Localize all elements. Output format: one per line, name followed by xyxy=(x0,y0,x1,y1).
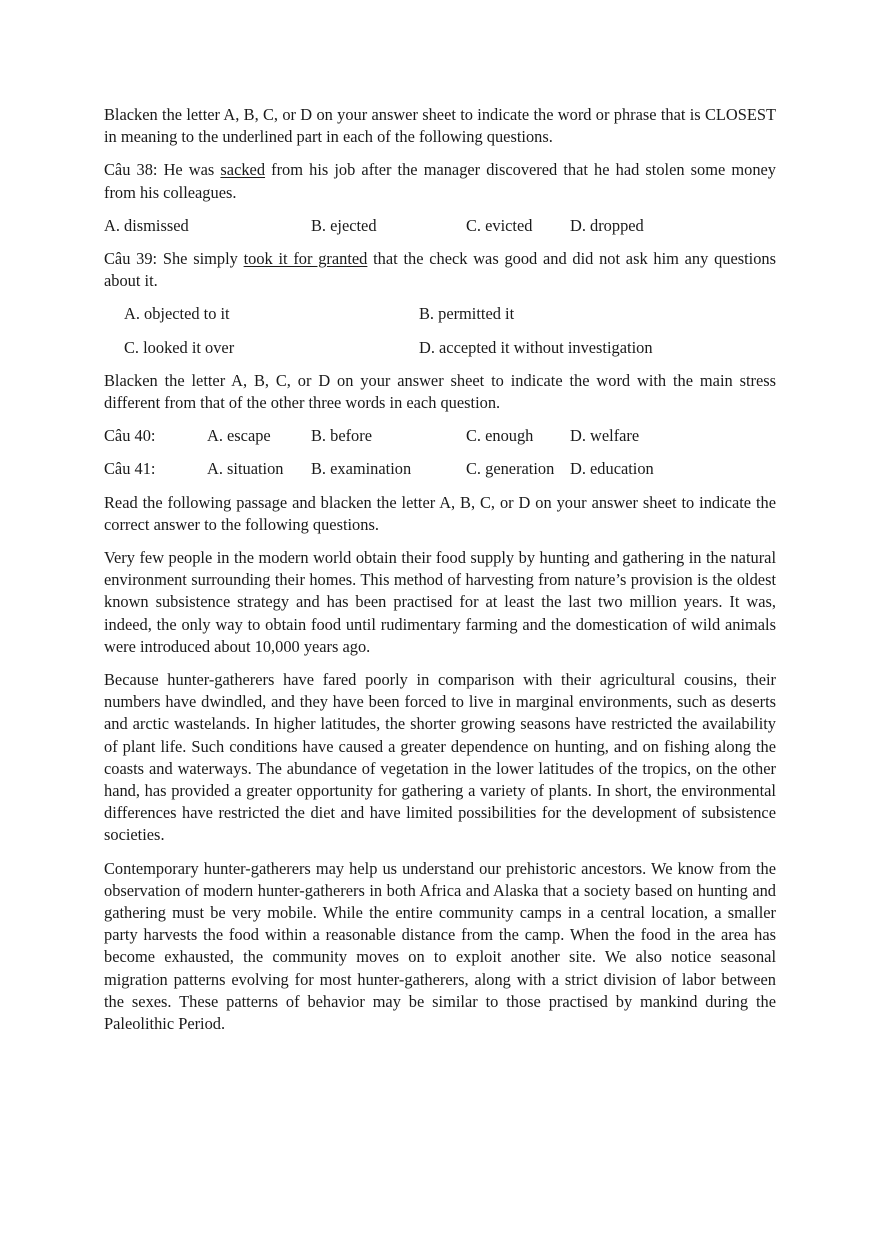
question-39-option-b[interactable]: B. permitted it xyxy=(419,304,515,324)
question-39-options-row-1 xyxy=(104,303,776,325)
passage-paragraph: Very few people in the modern world obtain their food supply by hunting and gathering in the natural environment surrounding their homes. This method of harvesting from nature’s provision is the oldest known subsistence strategy and has been practised for at least the last two million years. It was, indeed, the only way to obtain food until rudimentary farming and the domestication of wild animals were introduced about 10,000 years ago. xyxy=(104,547,776,656)
question-40-option-d[interactable]: D. welfare xyxy=(570,426,640,446)
question-38-text-pre: He was xyxy=(157,160,221,180)
question-38-option-c[interactable]: C. evicted xyxy=(466,215,533,235)
section-instruction-reading: Read the following passage and blacken the letter A, B, C, or D on your answer sheet to indicate the correct answer to the following questions. xyxy=(104,492,776,534)
question-38-text-post: from his job after the manager discovered that he had stolen some money from his colleagues. xyxy=(104,160,776,202)
question-39-option-d[interactable]: D. accepted it without investigation xyxy=(419,337,653,357)
question-38-option-b[interactable]: B. ejected xyxy=(311,215,377,235)
question-39-option-c[interactable]: C. looked it over xyxy=(124,337,235,357)
question-38-option-a[interactable]: A. dismissed xyxy=(104,215,189,235)
question-41-option-d[interactable]: D. education xyxy=(570,459,654,479)
question-38-underlined: sacked xyxy=(220,160,266,180)
question-38-option-d[interactable]: D. dropped xyxy=(570,215,644,235)
question-40 xyxy=(104,425,776,447)
passage-paragraph: Because hunter-gatherers have fared poorly in comparison with their agricultural cousins, their numbers have dwindled, and they have been forced to live in marginal environments, such as deserts and arctic wastelands. In higher latitudes, the shorter growing seasons have restricted the availability of plant life. Such conditions have caused a greater dependence on hunting, and on fishing along the coasts and waterways. The abundance of vegetation in the lower latitudes of the tropics, on the other hand, has provided a greater opportunity for gathering a variety of plants. In short, the environmental differences have restricted the diet and have limited possibilities for the development of subsistence societies. xyxy=(104,669,776,845)
section-instruction-stress: Blacken the letter A, B, C, or D on your answer sheet to indicate the word with the main stress different from that of the other three words in each question. xyxy=(104,370,776,412)
question-38 xyxy=(104,159,776,203)
question-41 xyxy=(104,458,776,480)
question-39-label: Câu 39: xyxy=(104,249,158,268)
question-40-option-b[interactable]: B. before xyxy=(311,426,372,446)
question-38-options xyxy=(104,215,776,237)
question-39-text-post: that the check was good and did not ask him any questions about it. xyxy=(104,249,776,291)
question-39-underlined: took it for granted xyxy=(243,249,368,268)
passage-paragraph: Contemporary hunter-gatherers may help us understand our prehistoric ancestors. We know from the observation of modern hunter-gatherers in both Africa and Alaska that a society based on hunting and gathering must be very mobile. While the entire community camps in a central location, a smaller party harvests the food within a reasonable distance from the camp. When the food in the area has become exhausted, the community moves on to exploit another site. We also notice seasonal migration patterns evolving for most hunter-gatherers, along with a strict division of labor between the sexes. These patterns of behavior may be similar to those practised by mankind during the Paleolithic Period. xyxy=(104,858,776,1034)
question-40-option-c[interactable]: C. enough xyxy=(466,426,534,446)
question-39-options-row-2 xyxy=(104,337,776,359)
question-38-label: Câu 38: xyxy=(104,160,158,180)
question-39-text-pre: She simply xyxy=(157,249,244,268)
question-41-option-a[interactable]: A. situation xyxy=(207,459,284,479)
question-41-option-b[interactable]: B. examination xyxy=(311,459,412,479)
question-40-option-a[interactable]: A. escape xyxy=(207,426,271,446)
question-40-label: Câu 40: xyxy=(104,426,156,446)
reading-passage xyxy=(104,547,776,1035)
question-41-option-c[interactable]: C. generation xyxy=(466,459,555,479)
question-39-option-a[interactable]: A. objected to it xyxy=(124,304,230,324)
question-41-label: Câu 41: xyxy=(104,459,156,479)
question-39 xyxy=(104,248,776,292)
section-instruction-synonyms: Blacken the letter A, B, C, or D on your answer sheet to indicate the word or phrase that is CLOSEST in meaning to the underlined part in each of the following questions. xyxy=(104,105,776,147)
exam-page xyxy=(104,104,776,1046)
